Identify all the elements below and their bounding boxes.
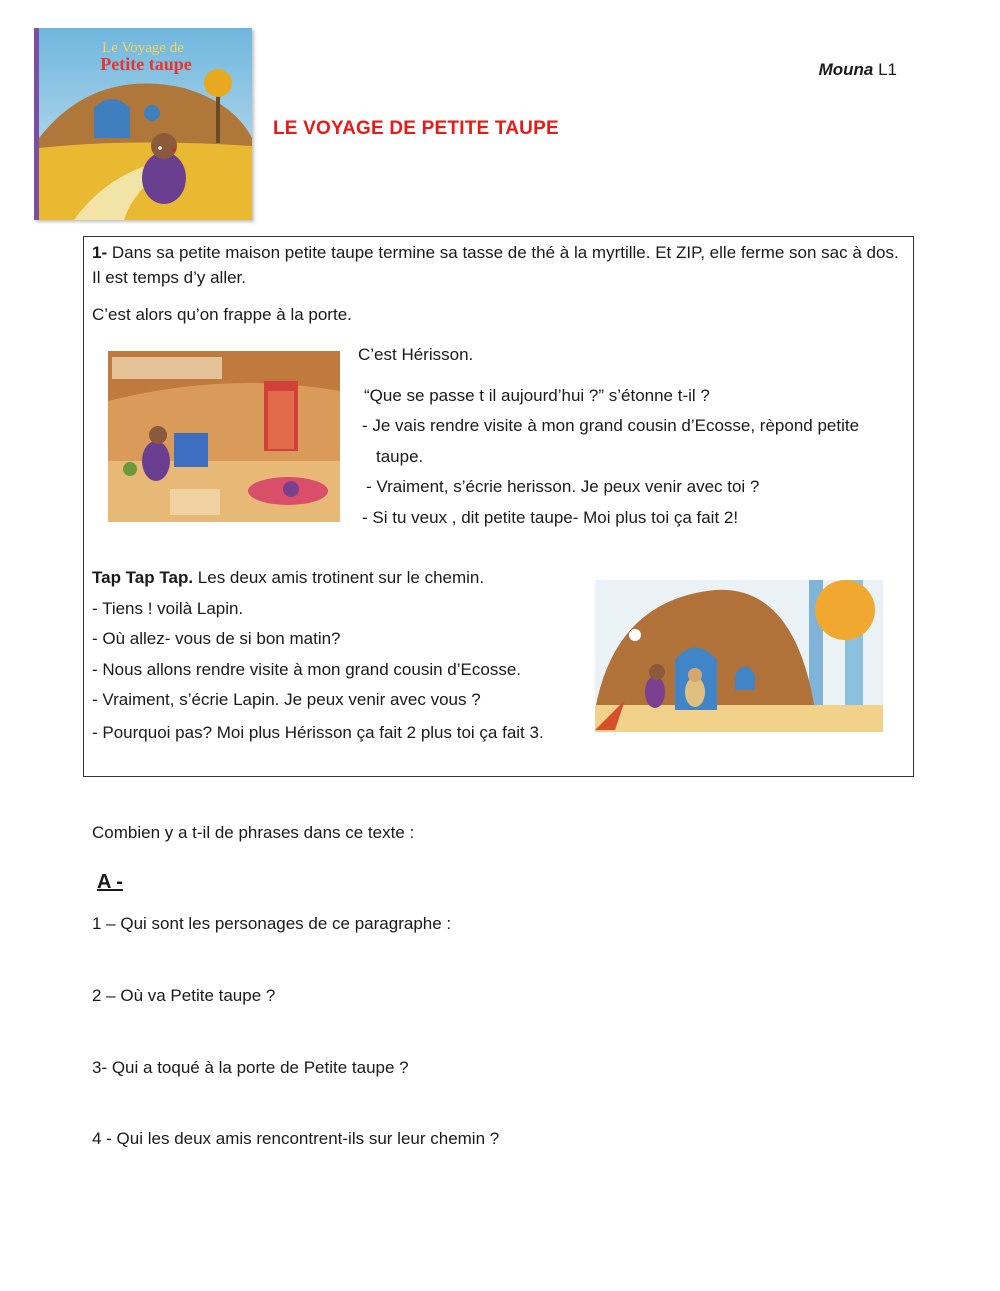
paragraph-number: 1- [92,243,108,262]
dialogue-line-5: - Si tu veux , dit petite taupe- Moi plus toi ça fait 2! [362,508,739,527]
exchange-line-1: - Tiens ! voilà Lapin. [92,599,244,618]
page-title: LE VOYAGE DE PETITE TAUPE [273,118,559,139]
mole-kitchen-illustration [108,351,340,522]
burrow-door-illustration [595,580,883,732]
author-name: Mouna [818,60,874,79]
exchange-line-5: - Pourquoi pas? Moi plus Hérisson ça fait 2 plus toi ça fait 3. [92,723,544,742]
story-paragraph-1 [92,240,904,290]
question-1: 1 – Qui sont les personages de ce paragraphe : [92,914,452,933]
author-label [819,60,897,80]
cover-title-line2: Petite taupe [100,54,192,74]
exchange-line-3: - Nous allons rendre visite à mon grand cousin d’Ecosse. [92,660,521,679]
dialogue-line-3b: taupe. [376,447,424,466]
question-intro: Combien y a t-il de phrases dans ce texte : [92,823,415,842]
exchange-line-2: - Où allez- vous de si bon matin? [92,629,341,648]
section-a-heading: A - [97,871,123,893]
question-4: 4 - Qui les deux amis rencontrent-ils sur leur chemin ? [92,1129,500,1148]
author-level: L1 [878,60,897,79]
tap-line [92,567,484,589]
dialogue-line-2: “Que se passe t il aujourd’hui ?” s’étonne t-il ? [364,386,710,405]
question-3: 3- Qui a toqué à la porte de Petite taupe ? [92,1058,409,1077]
story-paragraph-2: C’est alors qu’on frappe à la porte. [92,305,352,324]
question-2: 2 – Où va Petite taupe ? [92,986,276,1005]
tap-tap-tap: Tap Tap Tap. [92,568,194,587]
paragraph-1-text: Dans sa petite maison petite taupe termine sa tasse de thé à la myrtille. Et ZIP, elle ferme son sac à dos. Il est temps d’y aller. [92,243,899,287]
dialogue-line-3a: - Je vais rendre visite à mon grand cousin d’Ecosse, rèpond petite [362,416,860,435]
story-box [83,236,914,777]
book-cover-image [34,28,252,220]
exchange-line-4: - Vraiment, s’écrie Lapin. Je peux venir avec vous ? [92,690,481,709]
dialogue-line-4: - Vraiment, s’écrie herisson. Je peux venir avec toi ? [366,477,760,496]
tap-rest: Les deux amis trotinent sur le chemin. [193,568,485,587]
dialogue-line-1: C’est Hérisson. [358,345,474,364]
cover-title-line1: Le Voyage de [102,40,184,56]
